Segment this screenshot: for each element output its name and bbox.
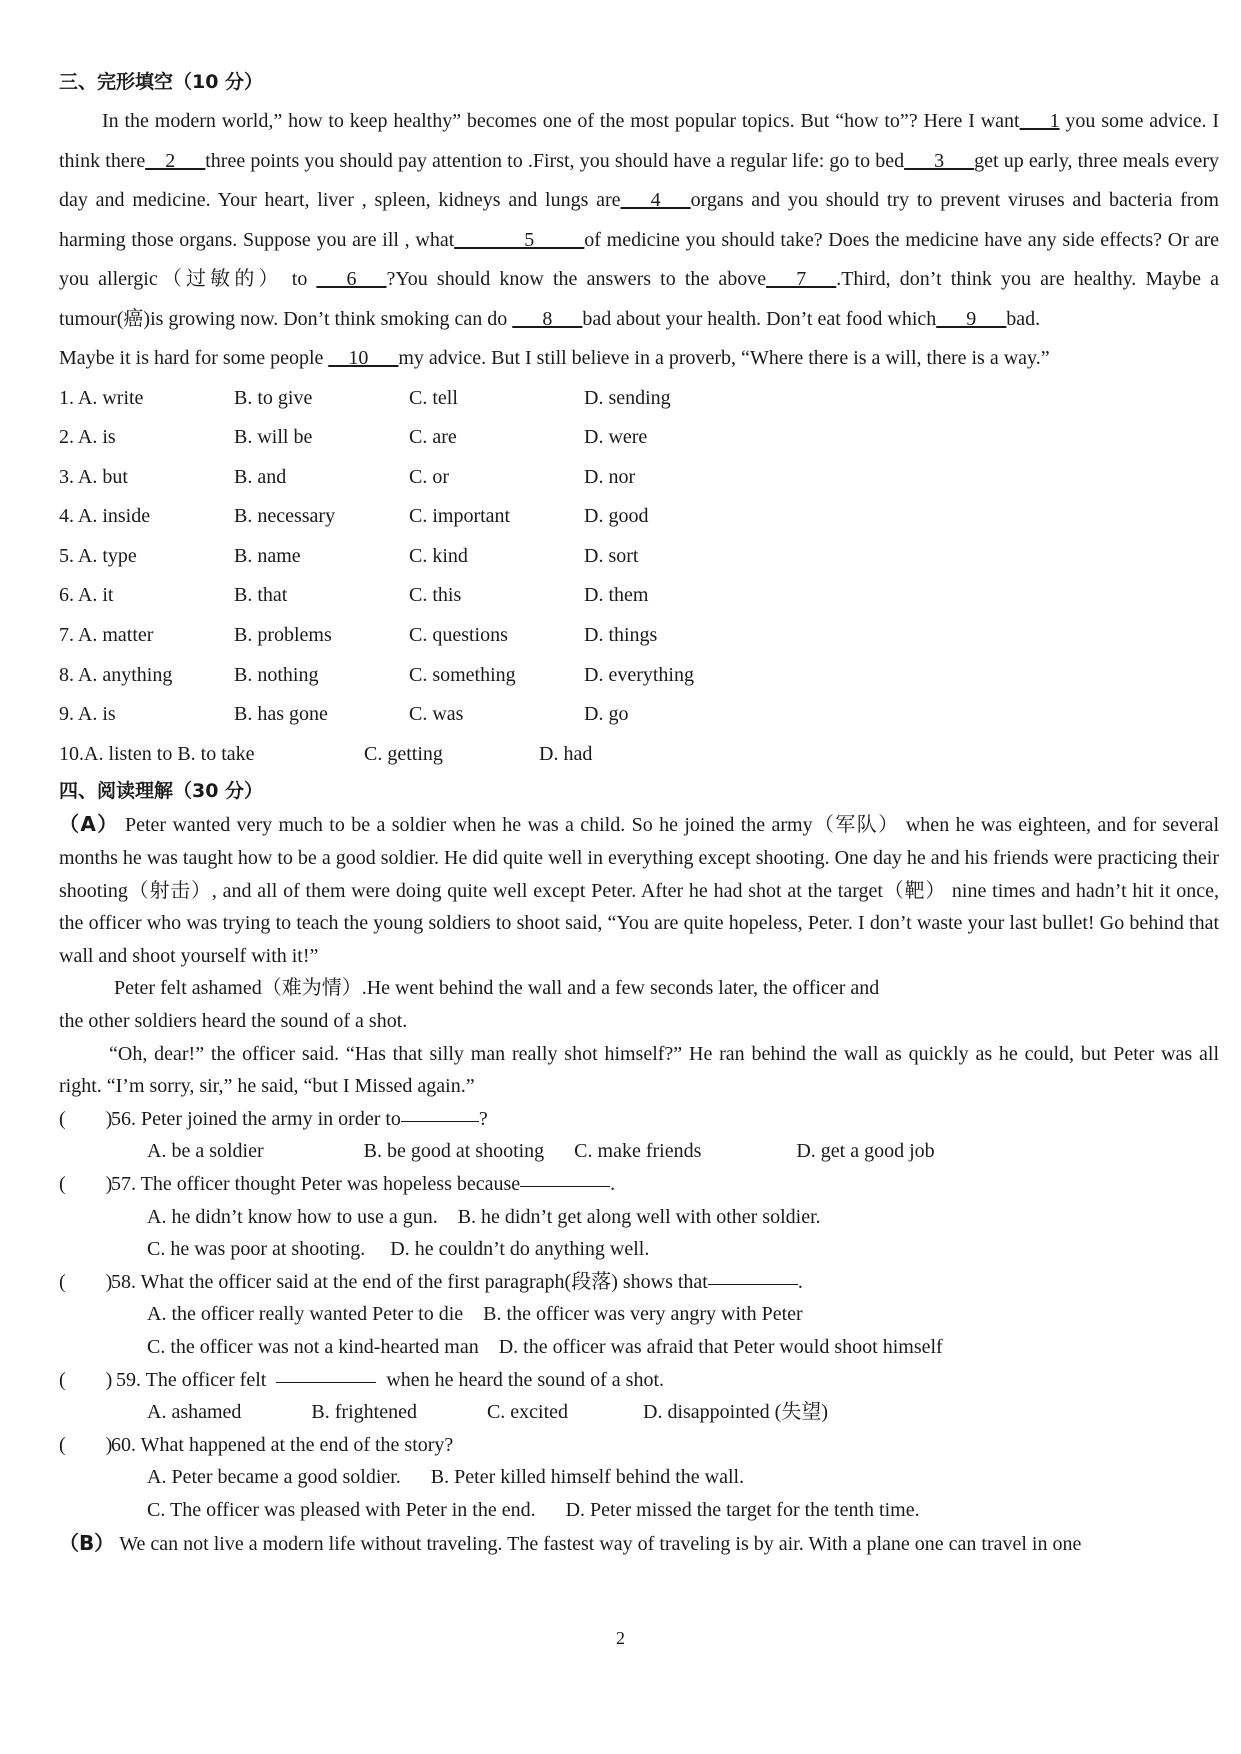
option-row: 2. A. is B. will be C. are D. were [59,426,648,449]
option-row: 4. A. inside B. necessary C. important D. good [59,505,649,528]
question-60: ( ) 60. What happened at the end of the story? A. Peter became a good soldier. B. Peter killed himself behind the wall. C. The officer was pleased with Peter in the end. D. Peter missed the target for the tenth time. [59,1429,1219,1527]
question-options: C. The officer was pleased with Peter in the end. D. Peter missed the target for the tenth time. [147,1498,920,1521]
section-title-reading: 四、阅读理解（30 分） [59,780,264,803]
passage-label-b: （B） [59,1530,115,1555]
answer-blank [276,1364,376,1383]
option-row: 3. A. but B. and C. or D. nor [59,465,636,488]
answer-bracket[interactable]: ( ) [59,1433,113,1456]
question-57: ( ) 57. The officer thought Peter was hopeless because . A. he didn’t know how to use a gun. B. he didn’t get along well with other soldier. C. he was poor at shooting. D. he couldn’t do anything well. [59,1168,1219,1266]
blank-6: ___6___ [316,268,387,290]
blank-2: __2___ [145,149,206,172]
passage-a-paragraph-1: （A） Peter wanted very much to be a soldier when he was a child. So he joined the army（军队） when he was eighteen, and for several months he was taught how to be a good soldier. He did quite well in everything except shooting. One day he and his friends were practicing their shooting（射击）, and all of them were doing quite well except Peter. After he had shot at the target（靶） nine times and hadn’t hit it once, the officer who was trying to teach the young soldiers to shoot said, “You are quite hopeless, Peter. I don’t waste your last bullet! Go behind that wall and shoot yourself with it!” [59,812,1219,967]
questions [59,1103,1219,1527]
passage-a-paragraph-2: Peter felt ashamed（难为情）.He went behind the wall and a few seconds later, the officer and [114,977,880,1000]
blank-4: ___4___ [620,189,691,211]
question-options: A. the officer really wanted Peter to die B. the officer was very angry with Peter [147,1303,803,1326]
question-59: ( ) 59. The officer felt when he heard the sound of a shot. A. ashamed B. frightened C. excited D. disappointed (失望) [59,1364,1219,1429]
question-options: A. be a soldier B. be good at shooting C. make friends D. get a good job [147,1140,935,1163]
blank-1: ___1 [1019,110,1060,132]
passage-label-a: （A） [59,812,119,837]
question-options: A. ashamed B. frightened C. excited D. disappointed (失望) [147,1401,828,1424]
passage-a-paragraph-2-cont: the other soldiers heard the sound of a shot. [59,1010,408,1032]
reading-passage-a [59,808,1219,1102]
cloze-options [59,379,1219,775]
cloze-paragraph-2: Maybe it is hard for some people __10___my advice. But I still believe in a proverb, “Where there is a will, there is a way.” [59,347,1050,369]
question-options: C. he was poor at shooting. D. he couldn’t do anything well. [147,1238,650,1261]
option-row: 1. A. write B. to give C. tell D. sending [59,386,671,409]
section-title-cloze: 三、完形填空（10 分） [59,71,264,93]
blank-5: _______5_____ [454,228,585,251]
answer-blank [708,1266,798,1285]
blank-7: ___7___ [766,268,837,290]
passage-b-paragraph-1: （B） We can not live a modern life without traveling. The fastest way of traveling is by air. With a plane one can travel in one [59,1530,1082,1555]
answer-bracket[interactable]: ( ) [59,1270,113,1293]
question-58: ( ) 58. What the officer said at the end of the first paragraph(段落) shows that . A. the officer really wanted Peter to die B. the officer was very angry with Peter C. the officer was not a kind-hearted man D. the officer was afraid that Peter would shoot himself [59,1266,1219,1364]
blank-3: ___3___ [904,149,975,172]
question-options: A. Peter became a good soldier. B. Peter killed himself behind the wall. [147,1466,745,1489]
cloze-passage [59,102,1219,379]
document-page [59,62,1219,1560]
answer-bracket[interactable]: ( ) [59,1172,113,1195]
option-row: 6. A. it B. that C. this D. them [59,584,649,607]
option-row: 8. A. anything B. nothing C. something D. everything [59,663,694,686]
blank-8: ___8___ [512,307,583,330]
question-options: C. the officer was not a kind-hearted man D. the officer was afraid that Peter would shoot himself [147,1335,943,1358]
cloze-paragraph-1: In the modern world,” how to keep healthy” becomes one of the most popular topics. But “how to”? Here I want___1 you some advice. I think there__2___three points you should pay attention to .First, you should have a regular life: go to bed___3___get up early, three meals every day and medicine. Your heart, liver , spleen, kidneys and lungs are___4___organs and you should try to prevent viruses and bacteria from harming those organs. Suppose you are ill , what_______5_____of medicine you should take? Does the medicine have any side effects? Or are you allergic（过敏的） to ___6___?You should know the answers to the above___7___.Third, don’t think you are healthy. Maybe a tumour(癌)is growing now. Don’t think smoking can do ___8___bad about your health. Don’t eat food which___9___bad. [59,110,1220,330]
answer-bracket[interactable]: ( ) [59,1107,113,1130]
option-row: 10.A. listen to B. to take C. getting D. had [59,742,593,765]
blank-10: __10___ [328,347,399,369]
blank-9: ___9___ [936,307,1007,330]
reading-passage-b [59,1527,1219,1561]
option-row: 5. A. type B. name C. kind D. sort [59,544,639,567]
question-56: ( ) 56. Peter joined the army in order to ? A. be a soldier B. be good at shooting C. make friends D. get a good job [59,1103,1219,1168]
option-row: 7. A. matter B. problems C. questions D. things [59,624,658,647]
passage-a-paragraph-3: “Oh, dear!” the officer said. “Has that silly man really shot himself?” He ran behind the wall as quickly as he could, but Peter was all right. “I’m sorry, sir,” he said, “but I Missed again.” [59,1042,1219,1098]
option-row: 9. A. is B. has gone C. was D. go [59,703,629,726]
question-options: A. he didn’t know how to use a gun. B. he didn’t get along well with other soldier. [147,1205,821,1228]
answer-blank [401,1103,479,1122]
answer-bracket[interactable]: ( ) [59,1368,113,1391]
answer-blank [520,1168,610,1187]
page-number: 2 [616,1628,625,1648]
